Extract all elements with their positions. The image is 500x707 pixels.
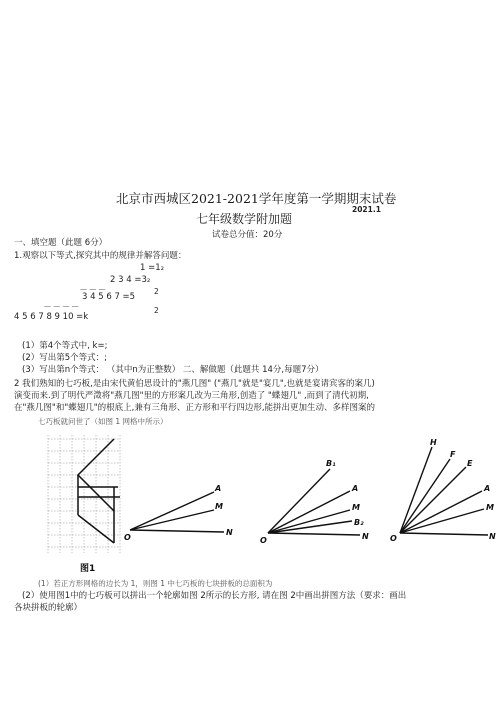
exam-subtitle: 七年级数学附加题 <box>196 212 293 226</box>
sub-question-3: (3）写出第n个等式： （其中n为正整数） 二、解做题（此题共 14分,每题7分） <box>22 365 324 375</box>
angle-figure-b <box>256 455 380 550</box>
q2-line-3: 在"燕几图"和"蝶翅几"的根底上,兼有三角形、正方形和平行四边形,能拼出更加生动、多样图案的 <box>14 403 376 413</box>
angle-figure-c <box>388 435 498 550</box>
label-m: M <box>215 502 223 511</box>
label-e: E <box>467 459 473 468</box>
score-total: 试卷总分值：20分 <box>212 230 283 240</box>
label-b2: B₂ <box>354 518 364 527</box>
exam-title: 北京市西城区2021-2021学年度第一学期期末试卷 <box>116 191 397 206</box>
q2-line-4: 七巧板就问世了（如图 1 网格中所示） <box>38 417 168 426</box>
bottom-question-1: (1）若正方形网格的边长为 1，则图 1 中七巧板的七块拼板的总面积为 <box>38 579 273 588</box>
label-a: A <box>352 484 359 493</box>
label-n: N <box>362 532 369 541</box>
equation-dashes-2: — — — — <box>44 302 79 310</box>
bottom-question-3: 各块拼板的轮廓） <box>14 603 83 613</box>
bottom-question-2: (2）使用图1中的七巧板可以拼出一个轮廓如图 2所示的长方形, 请在图 2中画出拼图方法（要求：画出 <box>22 591 407 601</box>
q1-intro: 1.观察以下等式,探究其中的规律并解答问题： <box>14 251 187 261</box>
equation-3-superscript: 2 <box>154 287 159 296</box>
equation-3: 3 4 5 6 7 =5 <box>82 292 136 302</box>
tangram-pieces <box>78 439 120 543</box>
label-n: N <box>489 532 496 541</box>
q2-line-1: 2 我们熟知的七巧板,是由宋代黄伯思设计的"燕几图" ("燕几"就是"宴几",也就是宴请宾客的案几) <box>14 379 375 389</box>
section1-heading: 一、填空题（此题 6分） <box>14 238 108 248</box>
angle-figure-a <box>120 470 240 550</box>
tangram-grid-figure <box>38 425 130 577</box>
figure-1-caption: 图1 <box>80 564 96 574</box>
sub-question-2: (2）写出第5个等式：; <box>22 353 107 363</box>
equation-dashes-1: — — — <box>80 285 106 293</box>
grid-lines <box>48 435 120 553</box>
equation-1: 1 =1₂ <box>140 263 165 273</box>
equation-2: 2 3 4 =3₂ <box>110 275 151 285</box>
label-a: A <box>215 484 222 493</box>
label-o: O <box>260 536 267 545</box>
label-m: M <box>352 503 360 512</box>
label-b1: B₁ <box>326 459 336 468</box>
label-f: F <box>450 450 456 459</box>
label-o: O <box>390 534 397 543</box>
label-h: H <box>430 438 437 447</box>
label-a: A <box>484 484 491 493</box>
equation-4-subscript: 2 <box>154 306 159 315</box>
q2-line-2: 演变而来.到了明代严澂将"燕几图"里的方形案几改为三角形,创造了 "蝶翅几" ,而到了清代初期, <box>14 391 369 401</box>
label-n: N <box>226 528 233 537</box>
label-m: M <box>486 503 494 512</box>
sub-question-1: (1）第4个等式中, k=; <box>22 341 108 351</box>
equation-4: 4 5 6 7 8 9 10 =k <box>14 312 89 322</box>
label-o: O <box>124 533 131 542</box>
exam-date: 2021.1 <box>352 205 381 214</box>
